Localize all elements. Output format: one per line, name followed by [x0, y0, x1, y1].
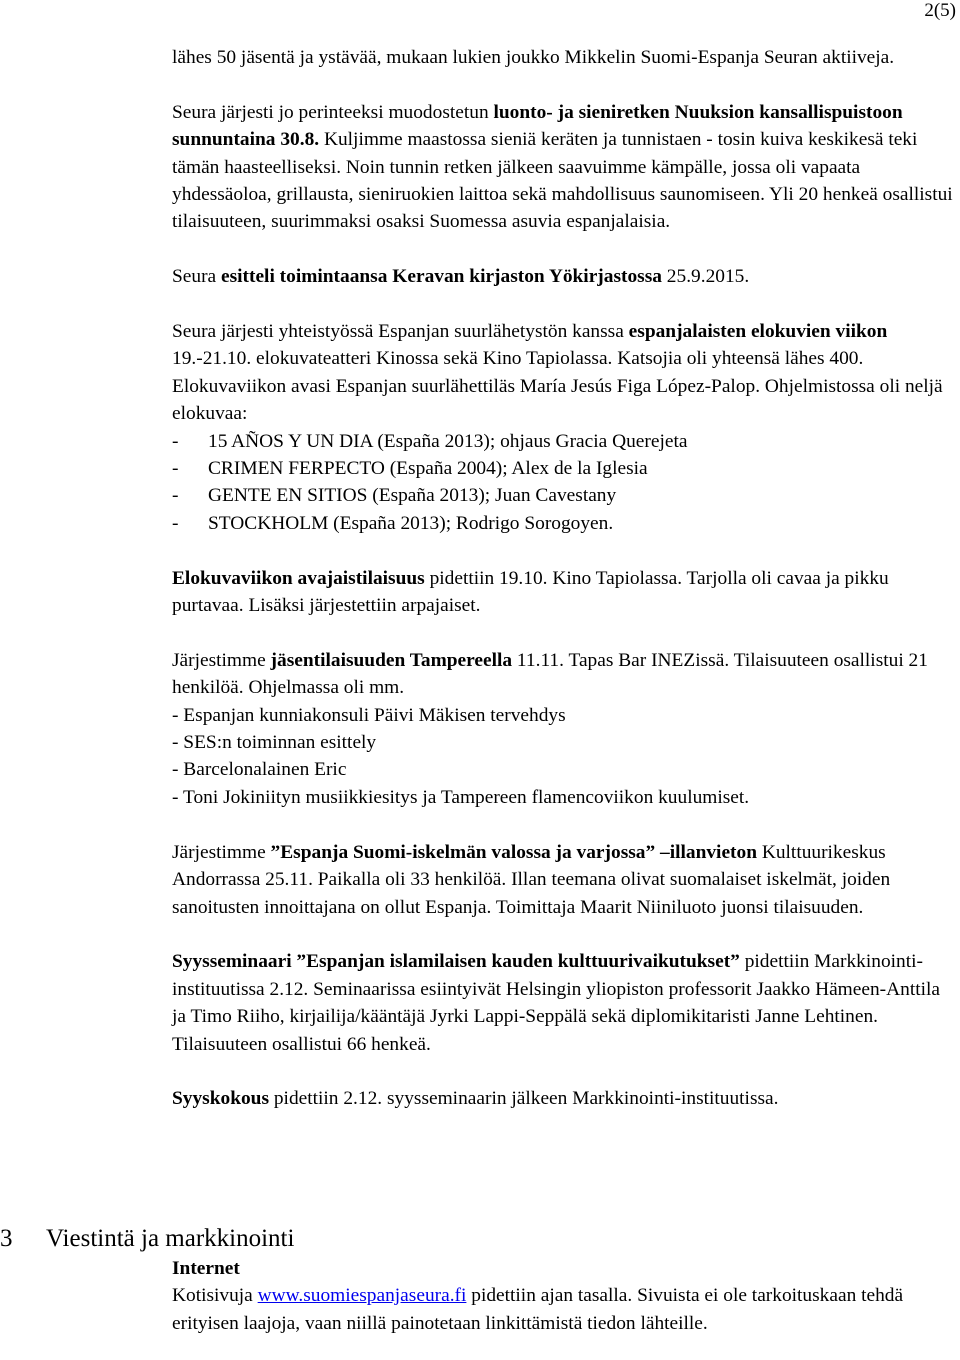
paragraph-library: [172, 263, 958, 290]
event-title: espanjalaisten elokuvien viikon: [628, 321, 888, 343]
list-dash: -: [172, 512, 179, 534]
event-title: ”Espanja Suomi-iskelmän valossa ja varjossa” –illanvieton: [270, 841, 757, 863]
film-title: CRIMEN FERPECTO (España 2004); Alex de la Iglesia: [208, 458, 648, 480]
page-number: 2(5): [924, 0, 956, 21]
text: Seura järjesti yhteistyössä Espanjan suurlähetystön kanssa: [172, 321, 629, 343]
text: Kotisivuja: [172, 1285, 258, 1307]
film-item: [172, 482, 958, 509]
paragraph-mushroom-trip: [172, 99, 958, 236]
list-dash: -: [172, 458, 179, 480]
section-title: Viestintä ja markkinointi: [46, 1225, 295, 1252]
event-title: Elokuvaviikon avajaistilaisuus: [172, 567, 425, 589]
paragraph-website: [172, 1282, 958, 1337]
section-number: 3: [0, 1225, 13, 1252]
event-title: Syyskokous: [172, 1088, 270, 1110]
paragraph-members: lähes 50 jäsentä ja ystävää, mukaan lukien joukko Mikkelin Suomi-Espanja Seuran aktiiveja.: [172, 47, 895, 68]
text: pidettiin Markkinointi-instituutissa 2.12. Seminaarissa esiintyivät Helsingin yliopiston professorit Jaakko Hämeen-Anttila ja Timo Riiho, kirjailija/kääntäjä Jyrki Lappi-Seppälä sekä diplomikitaristi Janne Lehtinen. Tilaisuuteen osallistui 66 henkeä.: [172, 951, 940, 1055]
program-item: - Toni Jokiniityn musiikkiesitys ja Tampereen flamencoviikon kuulumiset.: [172, 786, 750, 808]
event-title: jäsentilaisuuden Tampereella: [270, 649, 513, 671]
event-title: esitteli toimintaansa Keravan kirjaston Yökirjastossa: [221, 266, 662, 288]
text: pidettiin 2.12. syysseminaarin jälkeen Markkinointi-instituutissa.: [269, 1088, 779, 1110]
program-item: - Espanjan kunniakonsuli Päivi Mäkisen tervehdys: [172, 704, 566, 726]
section-heading: [0, 1224, 294, 1254]
film-item: [172, 428, 958, 455]
internet-section: [172, 1255, 958, 1337]
paragraph-opening-event: [172, 565, 958, 620]
text: 19.-21.10. elokuvateatteri Kinossa sekä Kino Tapiolassa. Katsojia oli yhteensä lähes 400. Elokuvaviikon avasi Espanjan suurlähettiläs María Jesús Figa López-Palop. Ohjelmistossa oli neljä elokuvaa:: [172, 348, 943, 425]
film-item: [172, 510, 958, 537]
paragraph-schlager: [172, 839, 958, 921]
text: Järjestimme: [172, 841, 271, 863]
text: Kulttuurikeskus Andorrassa 25.11. Paikalla oli 33 henkilöä. Illan teemana olivat suomalaiset iskelmät, joiden sanoitusten innoittajana on ollut Espanja. Toimittaja Maarit Niiniluoto juonsi tilaisuuden.: [172, 841, 891, 918]
text: Järjestimme: [172, 649, 271, 671]
subheading-internet: Internet: [172, 1258, 240, 1279]
text: Kuljimme maastossa sieniä keräten ja tunnistaen - tosin kuiva keskikesä teki tämän haasteelliseksi. Noin tunnin retken jälkeen saavuimme kämpälle, jossa oli vapaata yhdessäoloa, grillausta, sieniruokien laittoa sekä mahdollisuus saunomiseen. Yli 20 henkeä osallistui tilaisuuteen, suurimmaksi osaksi Suomessa asuvia espanjalaisia.: [172, 129, 953, 233]
body-text: [172, 44, 958, 1113]
paragraph-seminar: [172, 948, 958, 1058]
program-item: - SES:n toiminnan esittely: [172, 732, 377, 754]
text: 11.11. Tapas Bar INEZissä. Tilaisuuteen osallistui 21 henkilöä. Ohjelmassa oli mm.: [172, 649, 928, 699]
event-title: Syysseminaari ”Espanjan islamilaisen kauden kulttuurivaikutukset”: [172, 951, 740, 973]
film-title: STOCKHOLM (España 2013); Rodrigo Sorogoyen.: [208, 512, 614, 534]
paragraph-film-week: [172, 318, 958, 537]
text: pidettiin ajan tasalla. Sivuista ei ole tarkoituskaan tehdä erityisen laajoja, vaan niillä painotetaan linkittämistä tiedon lähteille.: [172, 1285, 904, 1334]
text: Seura: [172, 266, 221, 288]
film-title: 15 AÑOS Y UN DIA (España 2013); ohjaus Gracia Querejeta: [208, 430, 688, 452]
website-link[interactable]: www.suomiespanjaseura.fi: [257, 1285, 467, 1307]
film-item: [172, 455, 958, 482]
text: Seura järjesti jo perinteeksi muodostetun: [172, 101, 494, 123]
film-title: GENTE EN SITIOS (España 2013); Juan Cavestany: [208, 485, 617, 507]
program-item: - Barcelonalainen Eric: [172, 759, 347, 781]
list-dash: -: [172, 485, 179, 507]
text: 25.9.2015.: [661, 266, 750, 288]
text: pidettiin 19.10. Kino Tapiolassa. Tarjolla oli cavaa ja pikku purtavaa. Lisäksi järjestettiin arpajaiset.: [172, 567, 889, 617]
list-dash: -: [172, 430, 179, 452]
paragraph-autumn-meeting: [172, 1085, 958, 1112]
event-title: luonto- ja sieniretken Nuuksion kansallispuistoon sunnuntaina 30.8.: [172, 101, 903, 151]
paragraph-tampere: [172, 647, 958, 811]
